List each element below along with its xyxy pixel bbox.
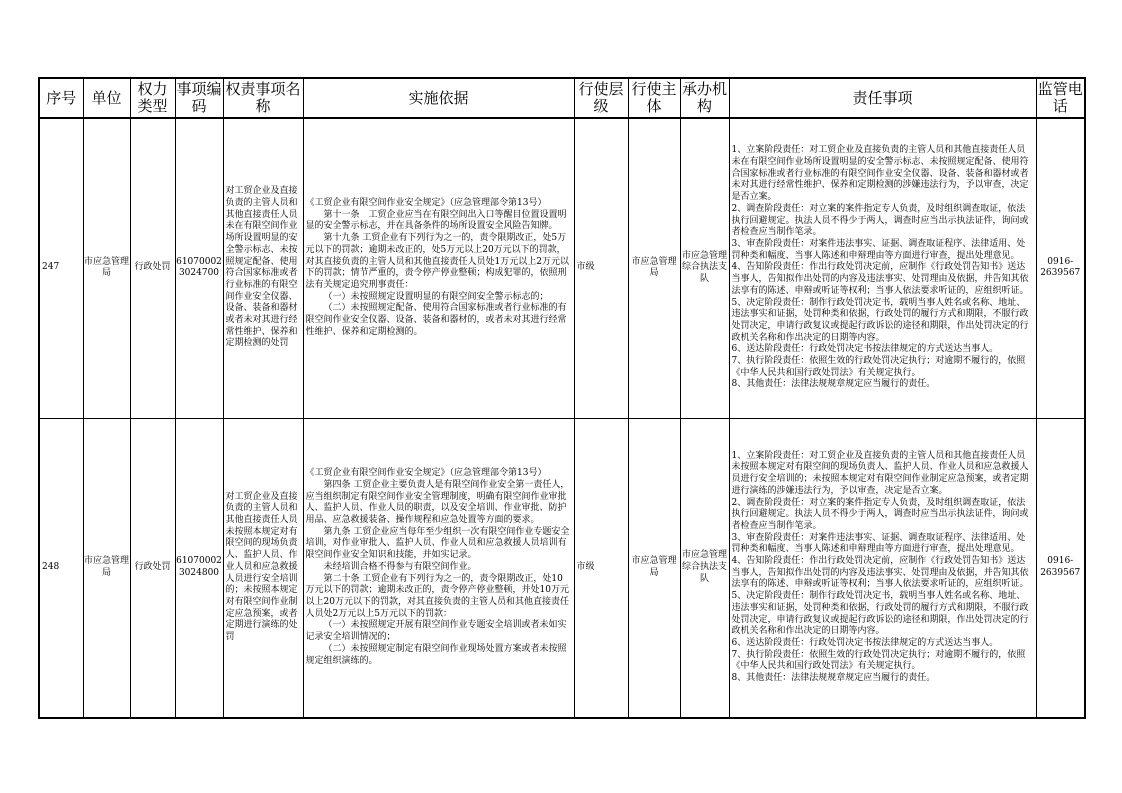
basis-line: （一）未按照规定设置明显的有限空间安全警示标志的； [323, 291, 549, 302]
basis-line: 第十九条 工贸企业有下列行为之一的，责令限期改正，处5万元以下的罚款；逾期未改正的，处5万元以上20万元以下的罚款，对其直接负责的主管人员和其他直接责任人员处1万元以上2万元以下的罚款；情节严重的，责令停产停业整顿；构成犯罪的，依照刑法有关规定追究刑事责任： [305, 233, 569, 290]
responsibility-item: 2、调查阶段责任：对立案的案件指定专人负责，及时组织调查取证，依法执行回避规定。执法人员不得少于两人，调查时应当出示执法证件，询问或者检查应当制作笔录。 [731, 497, 1029, 531]
row-unit: 市应急管理局 [83, 118, 130, 418]
header-seq: 序号 [39, 78, 83, 118]
responsibility-item: 6、送达阶段责任：行政处罚决定书按法律规定的方式送达当事人。 [731, 637, 999, 648]
basis-line: （一）未按照规定开展有限空间作业专题安全培训或者未如实记录安全培训情况的； [305, 620, 567, 643]
header-unit: 单位 [83, 78, 130, 118]
row-basis [303, 418, 574, 718]
row-item-name: 对工贸企业及直接负责的主管人员和其他直接责任人员未在有限空间作业场所设置明显的安全警示标志、未按照规定配备、使用符合国家标准或者行业标准的有限空间作业安全仪器、设备、装备和器材或者未对其进行经常性维护、保养和定期检测的处罚 [223, 118, 303, 418]
header-level: 行使层级 [574, 78, 628, 118]
table-row [39, 418, 1085, 718]
row-responsibilities [729, 118, 1036, 418]
row-level: 市级 [574, 418, 628, 718]
row-unit: 市应急管理局 [83, 418, 130, 718]
row-agency: 市应急管理综合执法支队 [680, 118, 729, 418]
responsibility-item: 7、执行阶段责任：依照生效的行政处罚决定执行；对逾期不履行的，依照《中华人民共和国行政处罚法》有关规定执行。 [731, 649, 1026, 672]
row-item-code: 610700023024800 [175, 418, 223, 718]
basis-line: （二）未按照规定配备、使用符合国家标准或者行业标准的有限空间作业安全仪器、设备、装备和器材的，或者未对其进行经常性维护、保养和定期检测的。 [305, 303, 567, 337]
header-row [39, 78, 1085, 118]
row-basis [303, 118, 574, 418]
responsibility-item: 8、其他责任：法律法规规章规定应当履行的责任。 [731, 379, 936, 390]
header-item-code: 事项编码 [175, 78, 223, 118]
row-responsibilities [729, 418, 1036, 718]
responsibility-item: 4、告知阶段责任：作出行政处罚决定前，应制作《行政处罚告知书》送达当事人，告知拟作出处罚的内容及违法事实、处罚理由及依据，并告知其依法享有的陈述、申辩或听证等权利；当事人依法要求听证的，应组织听证。 [731, 262, 1029, 296]
row-agency: 市应急管理综合执法支队 [680, 418, 729, 718]
responsibility-item: 8、其他责任：法律法规规章规定应当履行的责任。 [731, 673, 936, 684]
row-seq: 247 [39, 118, 83, 418]
responsibility-item: 3、审查阶段责任：对案件违法事实、证据、调查取证程序、法律适用、处罚种类和幅度、当事人陈述和申辩理由等方面进行审查，提出处理意见。 [731, 238, 1026, 261]
basis-line: 第十一条 工贸企业应当在有限空间出入口等醒目位置设置明显的安全警示标志，并在具备条件的场所设置安全风险告知牌。 [305, 209, 567, 232]
responsibility-item: 5、决定阶段责任：制作行政处罚决定书，载明当事人姓名或名称、地址、违法事实和证据，处罚种类和依据，行政处罚的履行方式和期限，不服行政处罚决定，申请行政复议或提起行政诉讼的途径和期限，作出处罚决定的行政机关名称和作出决定的日期等内容。 [731, 297, 1029, 343]
responsibility-item: 2、调查阶段责任：对立案的案件指定专人负责，及时组织调查取证，依法执行回避规定。执法人员不得少于两人，调查时应当出示执法证件，询问或者检查应当制作笔录。 [731, 203, 1029, 238]
table-row [39, 118, 1085, 418]
header-phone: 监管电话 [1036, 78, 1085, 118]
basis-line: 《工贸企业有限空间作业安全规定》（应急管理部令第13号） [305, 198, 547, 209]
header-basis: 实施依据 [303, 78, 574, 118]
responsibility-item: 1、立案阶段责任：对工贸企业及直接负责的主管人员和其他直接责任人员未按照本规定对有限空间的现场负责人、监护人员、作业人员和应急救援人员进行安全培训的；未按照本规定对有限空间作业制定应急预案，或者定期进行演练的涉嫌违法行为，予以审查，决定是否立案。 [731, 450, 1029, 496]
responsibility-item: 4、告知阶段责任：作出行政处罚决定前，应制作《行政处罚告知书》送达当事人，告知拟作出处罚的内容及违法事实、处罚理由及依据，并告知其依法享有的陈述、申辩或听证等权利；当事人依法要求听证的，应组织听证。 [731, 556, 1029, 590]
header-item-name: 权责事项名称 [223, 78, 303, 118]
responsibility-item: 7、执行阶段责任：依照生效的行政处罚决定执行；对逾期不履行的，依照《中华人民共和国行政处罚法》有关规定执行。 [731, 356, 1026, 378]
basis-line: 第四条 工贸企业主要负责人是有限空间作业安全第一责任人，应当组织制定有限空间作业安全管理制度，明确有限空间作业审批人、监护人员、作业人员的职责，以及安全培训、作业审批、防护用品、应急救援装备、操作规程和应急处置等方面的要求。 [305, 479, 570, 526]
header-subject: 行使主体 [628, 78, 680, 118]
header-responsibilities: 责任事项 [729, 78, 1036, 118]
row-power-type: 行政处罚 [130, 418, 175, 718]
responsibility-item: 3、审查阶段责任：对案件违法事实、证据、调查取证程序、法律适用、处罚种类和幅度、当事人陈述和申辩理由等方面进行审查，提出处理意见。 [731, 532, 1026, 555]
row-phone: 0916-2639567 [1036, 118, 1085, 418]
basis-line: （二）未按照规定制定有限空间作业现场处置方案或者未按照规定组织演练的。 [305, 643, 567, 666]
header-power-type: 权力类型 [130, 78, 175, 118]
responsibility-item: 1、立案阶段责任：对工贸企业及直接负责的主管人员和其他直接责任人员未在有限空间作业场所设置明显的安全警示标志、未按照规定配备、使用符合国家标准或者行业标准的有限空间作业安全仪器、设备、装备和器材或者未对其进行经常性维护、保养和定期检测的涉嫌违法行为，予以审查，决定是否立案。 [731, 145, 1029, 203]
row-subject: 市应急管理局 [628, 118, 680, 418]
row-power-type: 行政处罚 [130, 118, 175, 418]
basis-line: 《工贸企业有限空间作业安全规定》（应急管理部令第13号） [305, 468, 547, 479]
header-agency: 承办机构 [680, 78, 729, 118]
responsibility-item: 6、送达阶段责任：行政处罚决定书按法律规定的方式送达当事人。 [731, 344, 999, 355]
basis-line: 第九条 工贸企业应当每年至少组织一次有限空间作业专题安全培训，对作业审批人、监护人员、作业人员和应急救援人员培训有限空间作业安全知识和技能，并如实记录。 [305, 526, 570, 561]
row-subject: 市应急管理局 [628, 418, 680, 718]
row-level: 市级 [574, 118, 628, 418]
responsibility-item: 5、决定阶段责任：制作行政处罚决定书，载明当事人姓名或名称、地址、违法事实和证据，处罚种类和依据，行政处罚的履行方式和期限，不服行政处罚决定，申请行政复议或提起行政诉讼的途径和期限，作出处罚决定的行政机关名称和作出决定的日期等内容。 [731, 591, 1029, 637]
row-seq: 248 [39, 418, 83, 718]
row-item-name: 对工贸企业及直接负责的主管人员和其他直接责任人员未按照本规定对有限空间的现场负责人、监护人员、作业人员和应急救援人员进行安全培训的；未按照本规定对有限空间作业制定应急预案，或者定期进行演练的处罚 [223, 418, 303, 718]
basis-line: 未经培训合格不得参与有限空间作业。 [323, 561, 477, 572]
row-phone: 0916-2639567 [1036, 418, 1085, 718]
basis-line: 第二十条 工贸企业有下列行为之一的，责令限期改正，处10万元以下的罚款；逾期未改正的，责令停产停业整顿，并处10万元以上20万元以下的罚款，对其直接负责的主管人员和其他直接责任人员处2万元以上5万元以下的罚款： [305, 573, 569, 619]
row-item-code: 610700023024700 [175, 118, 223, 418]
power-list-table [38, 77, 1086, 719]
